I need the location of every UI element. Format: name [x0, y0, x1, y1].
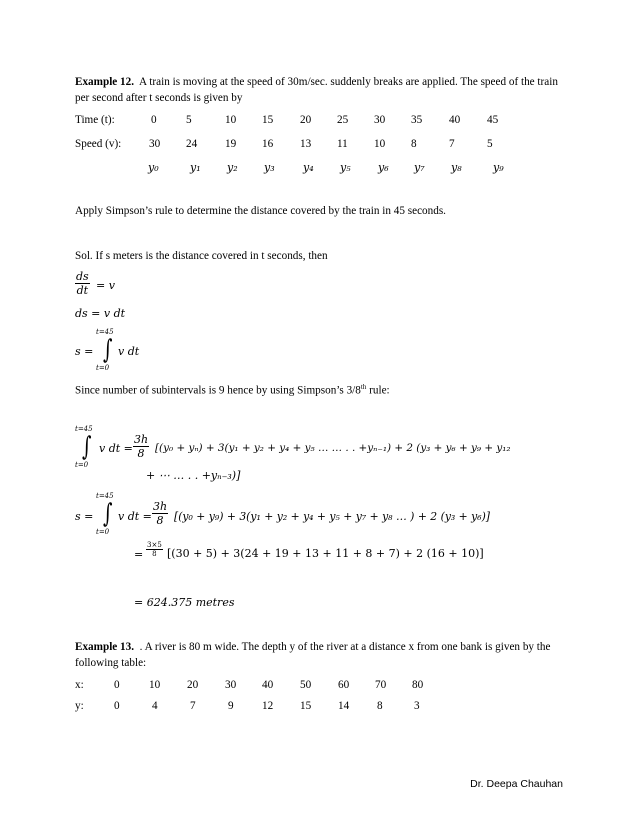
speed-label: Speed (v): — [75, 138, 122, 150]
y-label: y₇ — [414, 161, 425, 174]
lower-limit: t=0 — [96, 364, 110, 372]
time-value: 40 — [449, 114, 461, 126]
speed-value: 7 — [449, 138, 455, 150]
example13-paragraph — [75, 639, 565, 671]
specific-frac-num: 3h — [153, 500, 168, 513]
general-rhs-line2: + ⋯ … . . +yₙ₋₃)] — [146, 469, 241, 482]
speed-value: 10 — [374, 138, 386, 150]
y-label: y: — [75, 700, 84, 712]
x-value: 10 — [149, 679, 161, 691]
solution-intro: Sol. If s meters is the distance covered in t seconds, then — [75, 250, 328, 262]
specific-upper-limit: t=45 — [96, 492, 114, 500]
integral-sign-icon: ∫ — [103, 335, 113, 365]
time-value: 20 — [300, 114, 312, 126]
time-value: 5 — [186, 114, 192, 126]
time-value: 45 — [487, 114, 499, 126]
speed-value: 11 — [337, 138, 348, 150]
speed-value: 13 — [300, 138, 312, 150]
integrand: v dt — [118, 345, 140, 358]
general-lower-limit: t=0 — [75, 461, 89, 469]
specific-lower-limit: t=0 — [96, 528, 110, 536]
subintervals-text — [75, 380, 390, 399]
y-label: y₃ — [264, 161, 275, 174]
general-rhs-line1: [(y₀ + yₙ) + 3(y₁ + y₂ + y₄ + y₅ … … . . +yₙ₋₁) + 2 (y₃ + y₆ + y₉ + y₁₂ — [155, 442, 511, 454]
y-label: y₄ — [303, 161, 314, 174]
x-label: x: — [75, 679, 84, 691]
time-label: Time (t): — [75, 114, 115, 126]
y-value: 4 — [152, 700, 158, 712]
time-value: 0 — [151, 114, 157, 126]
general-frac-num: 3h — [134, 433, 149, 446]
y-value: 12 — [262, 700, 274, 712]
y-label: y₀ — [148, 161, 159, 174]
x-value: 50 — [300, 679, 312, 691]
y-label: y₁ — [190, 161, 201, 174]
y-value: 15 — [300, 700, 312, 712]
time-value: 10 — [225, 114, 237, 126]
general-frac-den: 8 — [137, 447, 145, 460]
subintervals-sup: th — [360, 383, 367, 391]
example13-text: . A river is 80 m wide. The depth y of the river at a distance x from one bank is given by the following table: — [75, 641, 551, 669]
y-label: y₅ — [340, 161, 351, 174]
subintervals-main: Since number of subintervals is 9 hence by using Simpson’s 3/8 — [75, 384, 361, 397]
specific-s-equals: s = — [75, 510, 94, 523]
s-equals: s = — [75, 345, 94, 358]
general-lhs: v dt = — [99, 442, 133, 455]
time-value: 15 — [262, 114, 274, 126]
dt-denominator: dt — [76, 284, 89, 297]
equals-v: = v — [96, 279, 115, 292]
example12-text: A train is moving at the speed of 30m/sec. suddenly breaks are applied. The speed of the train per second after t seconds is given by — [75, 76, 558, 104]
ds-dt-fraction — [75, 270, 90, 297]
specific-rhs: [(y₀ + y₉) + 3(y₁ + y₂ + y₄ + y₅ + y₇ + y₈ … ) + 2 (y₃ + y₆)] — [174, 510, 491, 523]
numeric-equals: = — [134, 548, 144, 561]
specific-lhs: v dt = — [118, 510, 152, 523]
y-value: 14 — [338, 700, 350, 712]
numeric-fraction — [146, 541, 163, 558]
y-value: 3 — [414, 700, 420, 712]
numeric-rhs: [(30 + 5) + 3(24 + 19 + 13 + 11 + 8 + 7) + 2 (16 + 10)] — [167, 547, 484, 560]
time-value: 35 — [411, 114, 423, 126]
specific-integral-sign-icon: ∫ — [103, 499, 113, 529]
speed-value: 19 — [225, 138, 237, 150]
x-value: 20 — [187, 679, 199, 691]
x-value: 30 — [225, 679, 237, 691]
time-value: 30 — [374, 114, 386, 126]
y-value: 7 — [190, 700, 196, 712]
general-integral-sign-icon: ∫ — [82, 432, 92, 462]
y-value: 8 — [377, 700, 383, 712]
specific-3h-over-8 — [152, 500, 168, 527]
general-upper-limit: t=45 — [75, 425, 93, 433]
ds-numerator: ds — [76, 270, 89, 283]
example12-paragraph — [75, 74, 565, 106]
x-value: 80 — [412, 679, 424, 691]
speed-value: 5 — [487, 138, 493, 150]
speed-value: 30 — [149, 138, 161, 150]
y-label: y₂ — [227, 161, 238, 174]
y-value: 0 — [114, 700, 120, 712]
y-value: 9 — [228, 700, 234, 712]
numeric-frac-den: 8 — [152, 550, 157, 558]
x-value: 60 — [338, 679, 350, 691]
example12-question: Apply Simpson’s rule to determine the distance covered by the train in 45 seconds. — [75, 205, 446, 217]
y-label: y₆ — [378, 161, 389, 174]
ds-v-dt-equation: ds = v dt — [75, 307, 126, 320]
general-3h-over-8 — [133, 433, 149, 460]
x-value: 40 — [262, 679, 274, 691]
speed-value: 24 — [186, 138, 198, 150]
speed-value: 8 — [411, 138, 417, 150]
y-label: y₈ — [451, 161, 462, 174]
x-value: 0 — [114, 679, 120, 691]
specific-frac-den: 8 — [156, 514, 164, 527]
subintervals-end: rule: — [366, 384, 390, 397]
x-value: 70 — [375, 679, 387, 691]
numeric-frac-num: 3×5 — [147, 541, 162, 549]
example13-heading: Example 13. — [75, 641, 135, 653]
footer-author: Dr. Deepa Chauhan — [470, 778, 563, 790]
time-value: 25 — [337, 114, 349, 126]
speed-value: 16 — [262, 138, 274, 150]
upper-limit: t=45 — [96, 328, 114, 336]
example12-heading: Example 12. — [75, 76, 135, 88]
y-label: y₉ — [493, 161, 504, 174]
final-result: = 624.375 metres — [134, 596, 235, 609]
